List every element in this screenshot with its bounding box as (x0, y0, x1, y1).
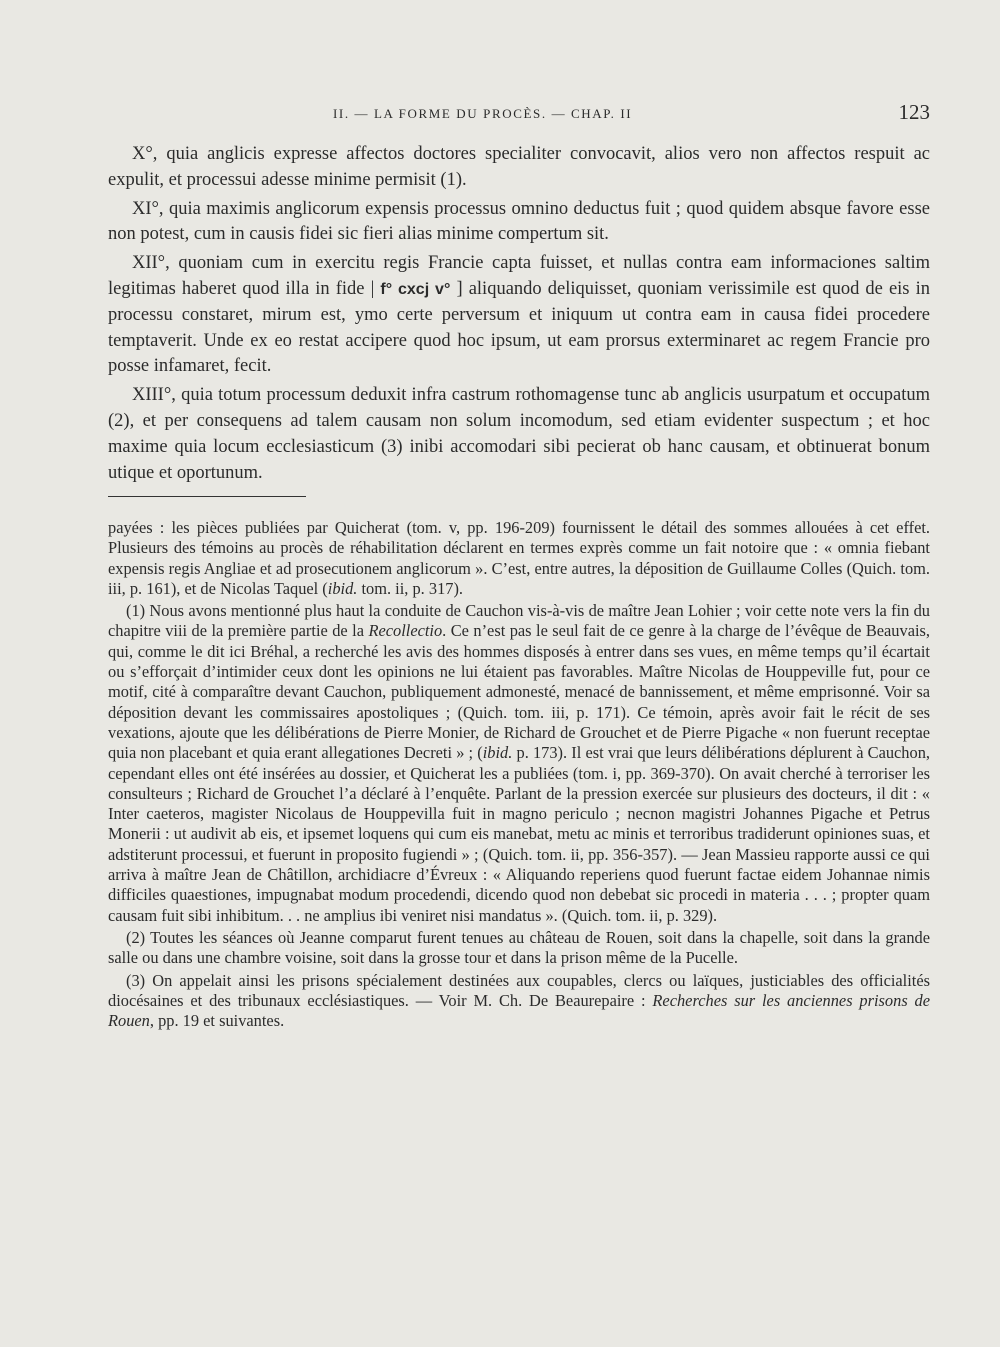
page-number: 123 (898, 100, 930, 124)
running-head: II. — LA FORME DU PROCÈS. — CHAP. II (333, 106, 633, 121)
footnote-1-part-3: p. 173). Il est vrai que leurs délibérations déplurent à Cauchon, cependant elles ont été insérées au dossier, et Quicherat les a publiées (tom. i, pp. 369-370). On avait cherché à terroriser les consulteurs ; Richard de Grouchet l’a déclaré à l’enquête. Parlant de la pression exercée sur plusieurs des docteurs, il dit : « Inter caeteros, magister Nicolaus de Houppevilla fuit in magno periculo ; necnon magistri Johannes Pigache et Petrus Monerii : ut audivit ab eis, et ipsemet loquens qui cum eis manebat, metu ac minis et terroribus tradiderunt opiniones suas, et adstiterunt processui, et fuerunt in proposito fugiendi » ; (Quich. tom. ii, pp. 356-357). — Jean Massieu rapporte aussi ce qui arriva à maître Jean de Châtillon, archidiacre d’Évreux : « Aliquando reperiens quod fuerunt factae eidem Johannae nimis difficiles quaestiones, impugnabat modum procedendi, dicendo quod non debebat sic procedi in materia . . . ; propter quam causam fuit sibi inhibitum. . . ne amplius ibi veniret nisi mandatus ». (Quich. tom. ii, p. 329). (108, 743, 930, 925)
paragraph-xiii: XIII°, quia totum processum deduxit infra castrum rothomagense tunc ab anglicis usurpatum et occupatum (2), et per consequens ad talem causam non solum incomodum, sed etiam evidenter suspectum ; et hoc maxime quia locum ecclesiasticum (3) inibi accomodari sibi pecierat ob hanc causam, et obtinuerat bonum utique et oportunum. (108, 385, 930, 483)
paragraph-xii-part-1: XII°, quoniam cum in exercitu regis Francie capta fuisset, et nullas contra eam informaciones saltim legitimas haberet quod illa in fide | (108, 253, 930, 299)
footnote-3-part-1: (3) On appelait ainsi les prisons spécialement destinées aux coupables, clercs ou laïques, justiciables des officialités diocésaines et des tribunaux ecclésiastiques. — Voir M. Ch. De Beaurepaire : (108, 970, 930, 1010)
footnote-3 (108, 971, 930, 1032)
footnotes (108, 518, 930, 1031)
footnote-1-part-2: . Ce n’est pas le seul fait de ce genre à la charge de l’évêque de Beauvais, qui, comme le dit ici Bréhal, a recherché les avis des hommes disposés à entrer dans ses vues, en même temps qu’il écartait ou s’efforçait d’intimider ceux dont les opinions ne lui étaient pas favorables. Maître Nicolas de Houppeville fut, pour ce motif, cité à comparaître devant Cauchon, publiquement admonesté, menacé de bannissement, et même emprisonné. Voir sa déposition devant les commissaires apostoliques ; (Quich. tom. iii, p. 171). Ce témoin, après avoir fait le récit de ses vexations, ajoute que les délibérations de Pierre Monier, de Richard de Grouchet et de Pierre Pigache « non fuerunt receptae quia non placebant et quia erant allegationes Decreti » ; ( (108, 621, 931, 763)
folio-reference: f° cxcj v° (380, 280, 451, 298)
footnote-continued-part-1: payées : les pièces publiées par Quicherat (tom. v, pp. 196-209) fournissent le détail des sommes allouées à cet effet. Plusieurs des témoins au procès de réhabilitation déclarent en termes exprès comme un fait notoire que : « omnia fiebant expensis regis Angliae et ad prosecutionem anglicorum ». C’est, entre autres, la déposition de Guillaume Colles (Quich. tom. iii, p. 161), et de Nicolas Taquel ( (108, 518, 930, 598)
footnote-continued (108, 518, 930, 599)
paragraph-xii (108, 251, 930, 380)
footnote-1-ibid: ibid. (482, 743, 513, 763)
page-header (108, 100, 930, 128)
footnote-continued-ibid: ibid. (327, 578, 358, 598)
footnote-1-part-1: (1) Nous avons mentionné plus haut la conduite de Cauchon vis-à-vis de maître Jean Lohier ; voir cette note vers la fin du chapitre viii de la première partie de la (108, 601, 930, 641)
footnote-1-recollectio: Recollectio (368, 621, 443, 641)
footnote-continued-part-2: tom. ii, p. 317). (357, 578, 464, 598)
paragraph-xii-part-2: ] aliquando deliquisset, quoniam verissimile est quod de eis in processu constaret, mirum est, ymo certe perversum et iniquum ut contra eam in causa fidei procedere temptaverit. Unde ex eo restat accipere quod hoc ipsum, ut eam prorsus exterminaret ac regem Francie pro posse infamaret, fecit. (108, 278, 930, 377)
footnote-1 (108, 601, 930, 926)
footnote-3-book-title: Recherches sur les anciennes prisons de Rouen (108, 990, 931, 1031)
paragraph-xi: XI°, quia maximis anglicorum expensis processus omnino deductus fuit ; quod quidem absque favore esse non potest, cum in causis fidei sic fieri alias minime compertum sit. (108, 198, 930, 245)
footnote-2: (2) Toutes les séances où Jeanne comparut furent tenues au château de Rouen, soit dans la chapelle, soit dans la grande salle ou dans une chambre voisine, soit dans la grosse tour et dans la prison même de la Pucelle. (108, 927, 930, 968)
main-text (108, 142, 930, 486)
paragraph-x: X°, quia anglicis expresse affectos doctores specialiter convocavit, alios vero non affectos respuit ac expulit, et processui adesse minime permisit (1). (108, 144, 930, 190)
footnote-separator (108, 496, 306, 497)
footnote-3-part-2: , pp. 19 et suivantes. (149, 1011, 285, 1031)
